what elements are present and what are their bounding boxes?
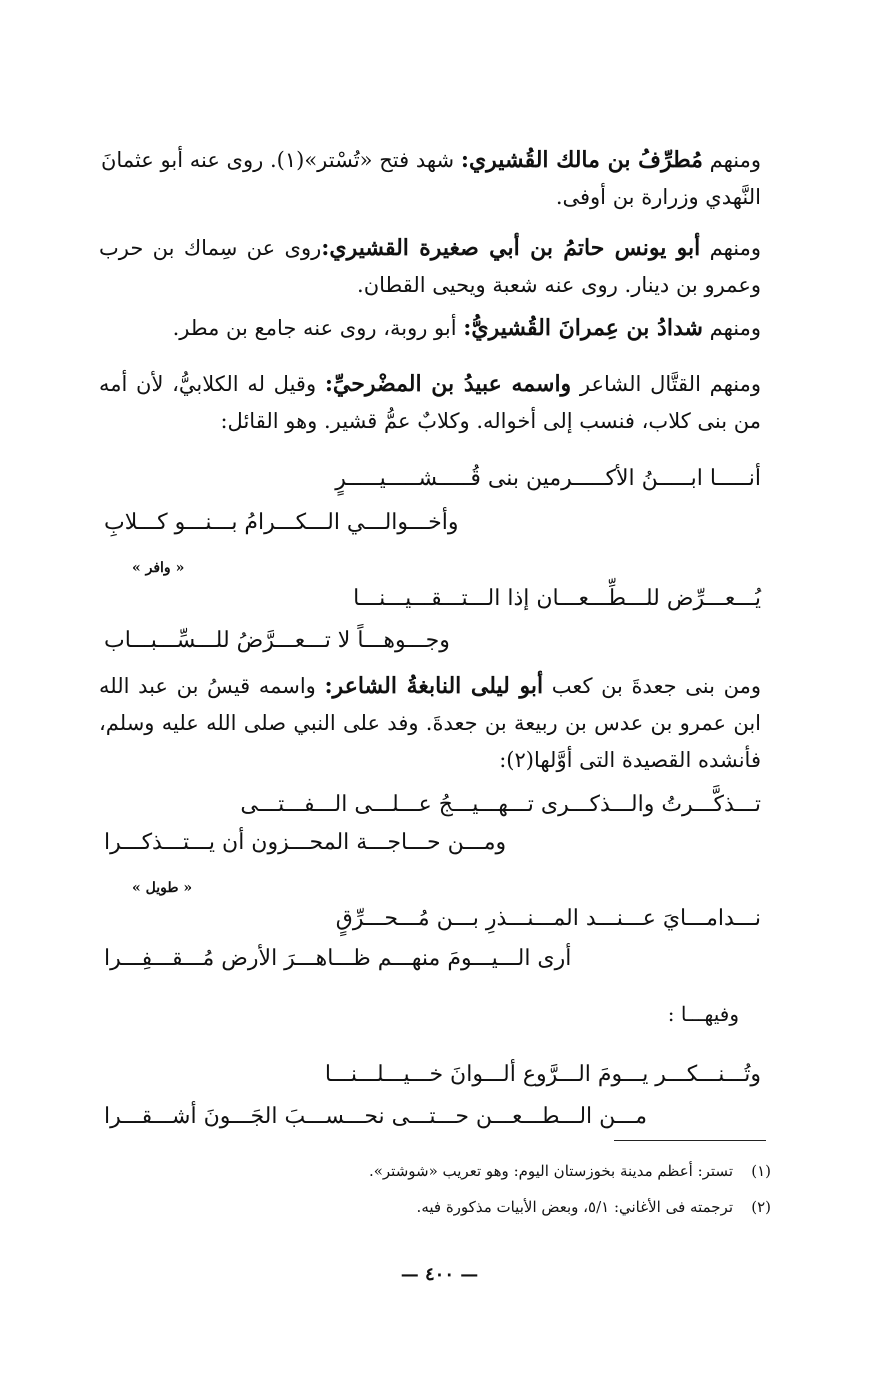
para-lead: ومنهم القتَّال الشاعر: [571, 372, 761, 396]
person-name: أبو يونس حاتمُ بن أبي صغيرة القشيري:: [321, 235, 701, 261]
paragraph-mutarrif: [101, 142, 761, 216]
footnote-number: (٢): [751, 1198, 771, 1216]
paragraph-qattal: [99, 366, 761, 440]
verse-4-first: نـــدامـــايَ عـــنـــد المـــنـــذرِ بـــن مُـــحـــرِّقٍ: [335, 906, 761, 931]
para-text: شهد فتح «تُسْتر»(١). روى عنه أبو عثمانَ النَّهدي وزرارة بن أوفى.: [101, 148, 761, 209]
person-name: واسمه عبيدُ بن المضْرحيِّ:: [324, 371, 572, 397]
paragraph-shaddad: [101, 310, 761, 347]
page-number: — ٤٠٠ —: [400, 1264, 479, 1285]
verse-2-first: يُـــعـــرِّض للـــطِّـــعـــان إذا الـــتـــقـــيـــنـــا: [353, 586, 761, 611]
paragraph-nabigha: [99, 668, 761, 779]
para-text: أبو روبة، روى عنه جامع بن مطر.: [172, 316, 464, 340]
paragraph-abu-yunus: [99, 230, 761, 304]
verse-5-first: وتُـــنـــكـــر يـــومَ الـــرَّوع ألـــوانَ خـــيـــلـــنـــا: [324, 1062, 761, 1087]
person-name: أبو ليلى النابغةُ الشاعر:: [324, 673, 544, 699]
meter-tawil: « طويل »: [132, 880, 193, 896]
verse-2-second: وجـــوهـــاً لا تـــعـــرَّضُ للـــسِّـــبـــاب: [104, 628, 450, 653]
verse-1-first: أنـــــا ابـــــنُ الأكـــــرمين بنى قُـــــشـــــيـــــرٍ: [335, 466, 761, 491]
footnote-text: ترجمته فى الأغاني: ٥/١، وبعض الأبيات مذكورة فيه.: [416, 1198, 733, 1216]
verse-3-first: تـــذكَّـــرتُ والـــذكـــرى تـــهـــيـــجُ عـــلـــى الـــفـــتـــى: [240, 792, 761, 817]
label-fiha: وفيهـــا :: [667, 1002, 739, 1026]
footnote-1: [369, 1162, 771, 1180]
footnote-text: تستر: أعظم مدينة بخوزستان اليوم: وهو تعريب «شوشتر».: [368, 1162, 733, 1180]
meter-wafir: « وافر »: [132, 560, 185, 576]
para-lead: ومنهم: [702, 316, 761, 340]
para-lead: ومنهم: [700, 236, 761, 260]
para-text: وقيل له الكلابيُّ، لأن أمه من بنى كلاب، فنسب إلى أخواله. وكلابٌ عمُّ قشير. وهو القائل:: [99, 372, 761, 433]
person-name: شدادُ بن عِمرانَ القُشيريُّ:: [463, 315, 703, 341]
para-text: واسمه قيسُ بن عبد الله ابن عمرو بن عدس بن ربيعة بن جعدةَ. وفد على النبي صلى الله عليه وسلم، فأنشده القصيدة التى أوَّلها(٢):: [99, 674, 761, 772]
footnote-number: (١): [751, 1162, 771, 1180]
verse-1-second: وأخـــوالـــي الـــكـــرامُ بـــنـــو كـــلابِ: [104, 510, 459, 535]
footnote-2: [417, 1198, 771, 1216]
verse-5-second: مـــن الـــطـــعـــن حـــتـــى نحـــســـبَ الجَـــونَ أشـــقـــرا: [104, 1104, 648, 1129]
person-name: مُطرِّفُ بن مالك القُشيري:: [460, 147, 703, 173]
footnote-divider: [614, 1140, 766, 1141]
verse-3-second: ومـــن حـــاجـــة المحـــزون أن يـــتـــذكـــرا: [104, 830, 507, 855]
para-text: روى عن سِماك بن حرب وعمرو بن دينار. روى عنه شعبة ويحيى القطان.: [99, 236, 761, 297]
para-lead: ومن بنى جعدةَ بن كعب: [543, 674, 761, 698]
verse-4-second: أرى الـــيـــومَ منهـــم ظـــاهـــرَ الأرض مُـــقـــفِـــرا: [104, 946, 572, 971]
para-lead: ومنهم: [702, 148, 761, 172]
